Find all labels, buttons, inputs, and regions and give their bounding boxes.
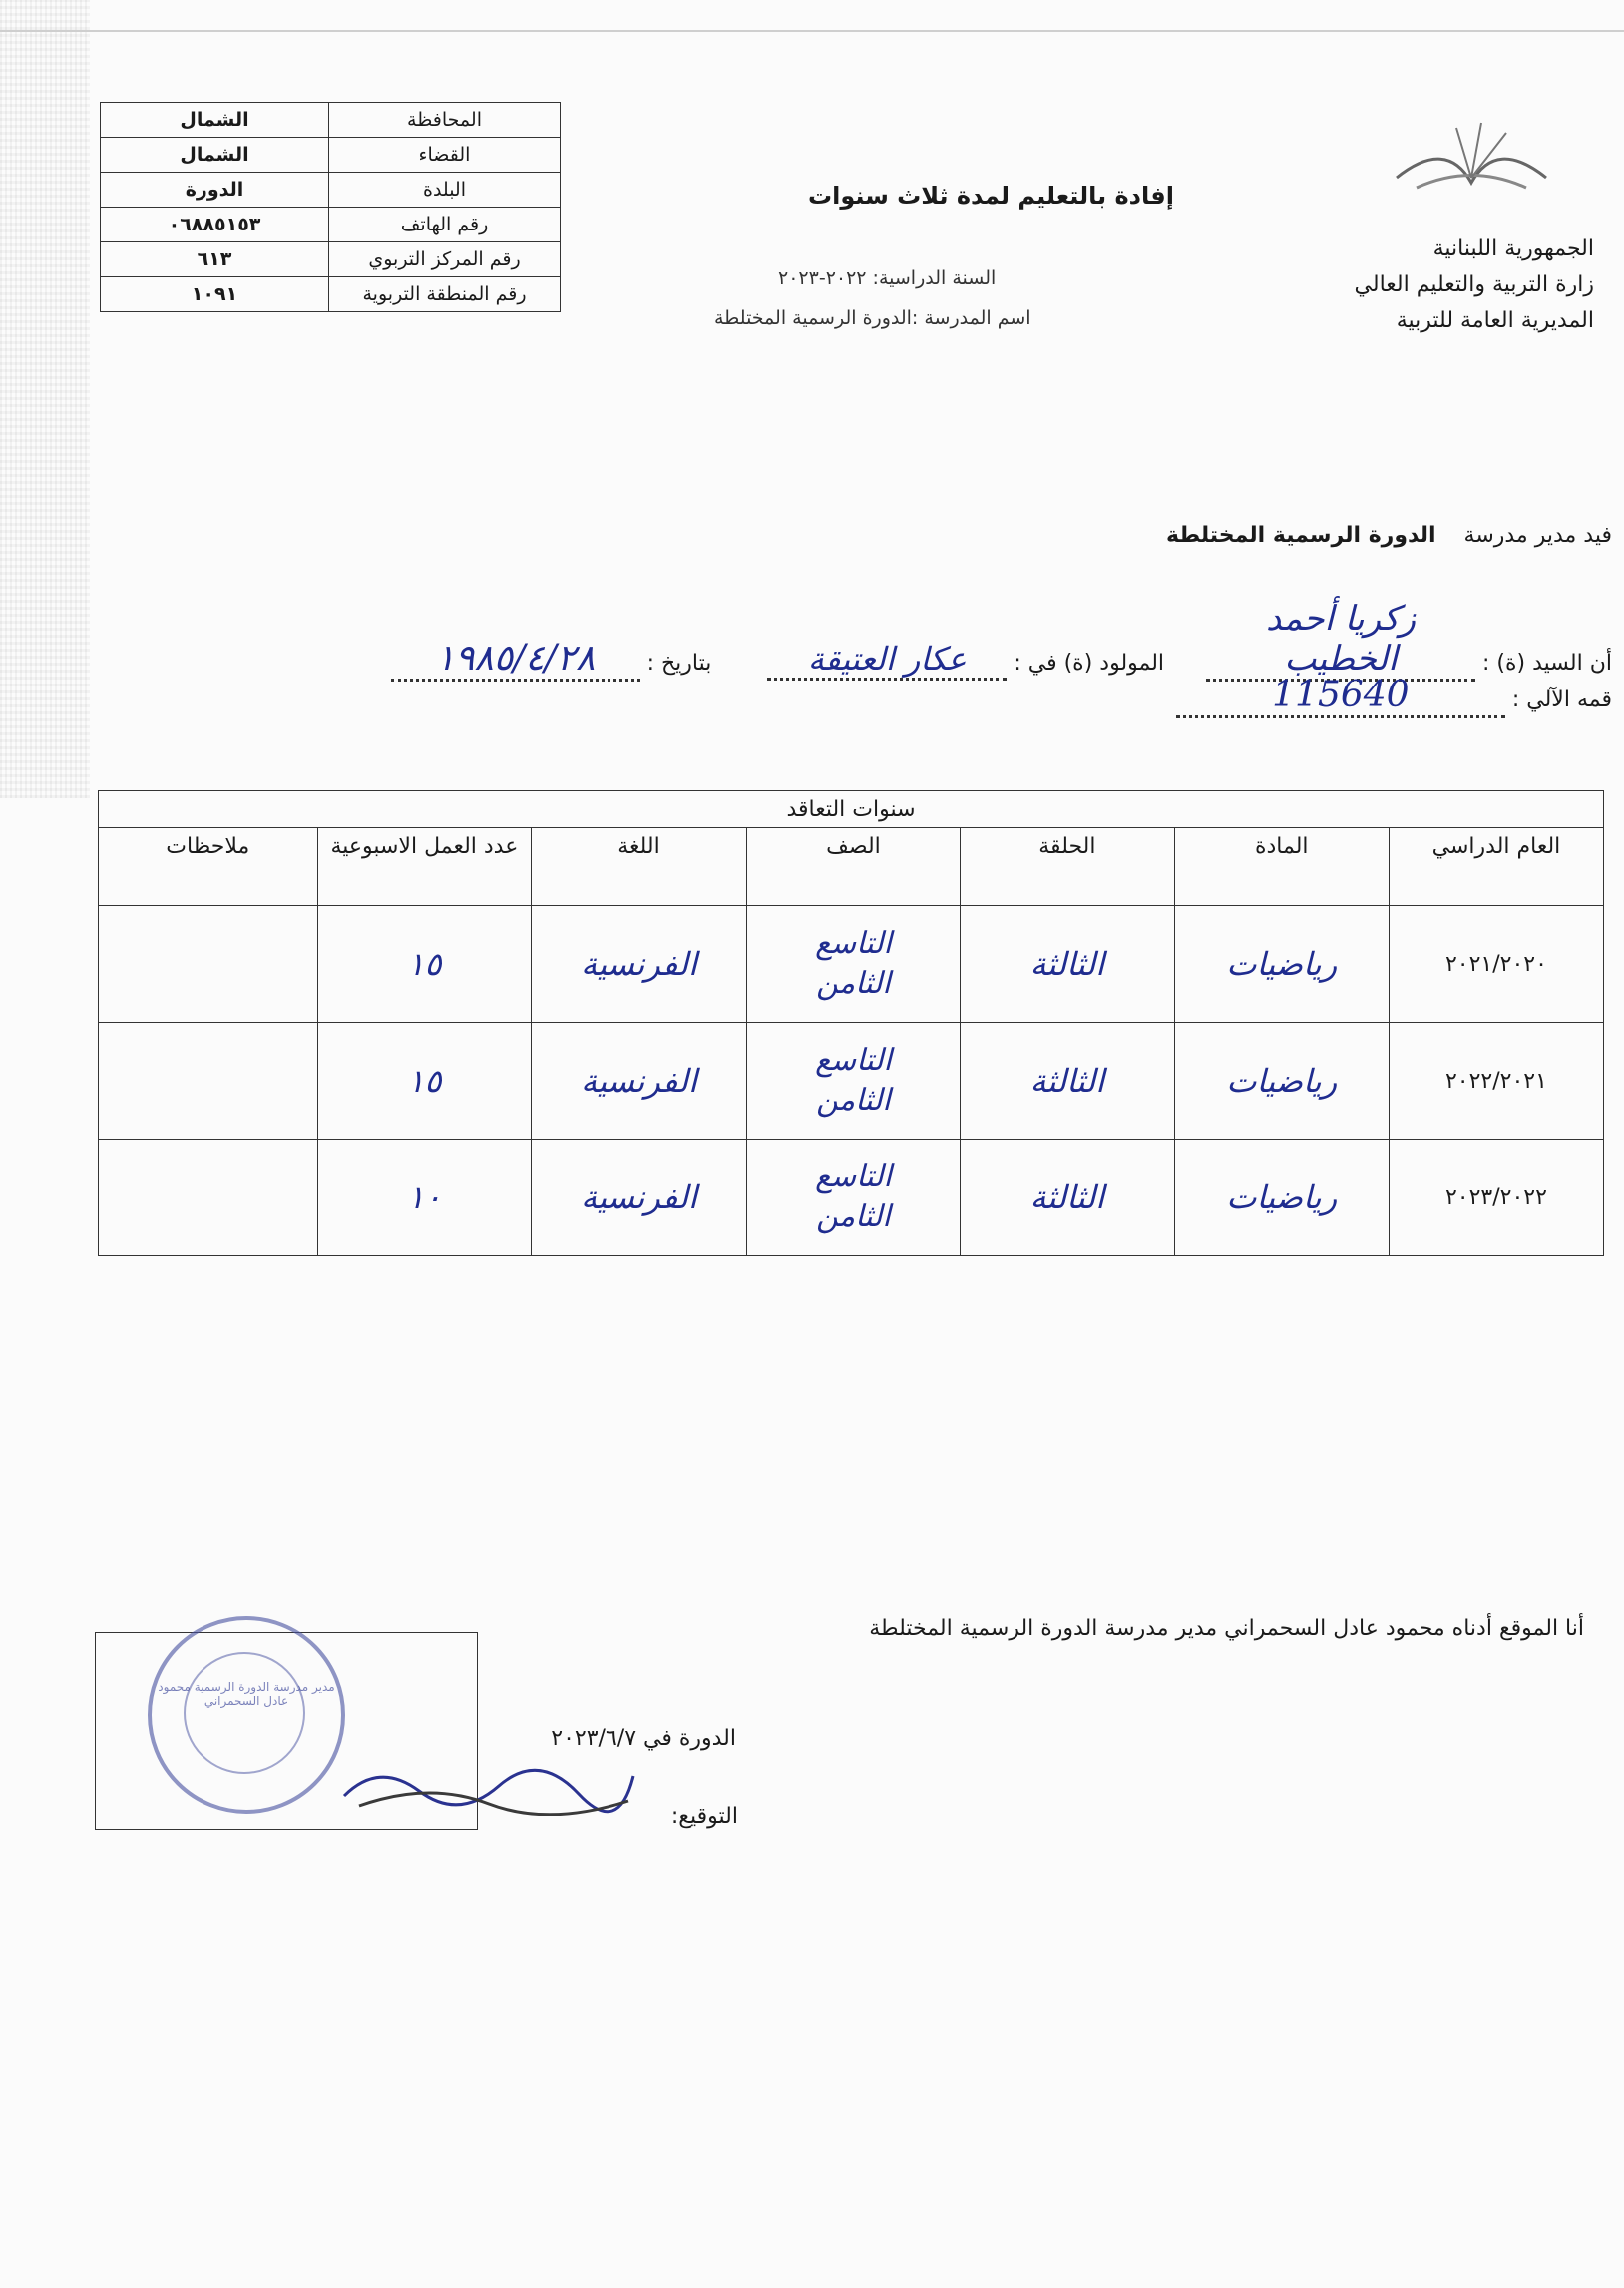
id-value: 115640 bbox=[1176, 675, 1505, 718]
class-primary: التاسع bbox=[815, 1043, 892, 1078]
document-title: إفادة بالتعليم لمدة ثلاث سنوات bbox=[808, 182, 1174, 210]
info-row bbox=[101, 242, 561, 277]
info-value: ٠٦٨٨٥١٥٣ bbox=[101, 208, 329, 242]
cell-class bbox=[746, 906, 960, 1023]
certifier-school: الدورة الرسمية المختلطة bbox=[1166, 523, 1436, 548]
signatory-statement: أنا الموقع أدناه محمود عادل السحمراني مدير مدرسة الدورة الرسمية المختلطة bbox=[869, 1616, 1584, 1641]
info-label: رقم المنطقة التربوية bbox=[329, 277, 561, 312]
header-directorate: المديرية العامة للتربية bbox=[1396, 308, 1594, 333]
cell-subject: رياضيات bbox=[1174, 1140, 1389, 1256]
person-label: أن السيد (ة) : bbox=[1482, 651, 1612, 676]
ministry-logo-icon bbox=[1387, 108, 1556, 198]
certifier-label: فيد مدير مدرسة bbox=[1463, 523, 1612, 548]
cell-language: الفرنسية bbox=[532, 1023, 746, 1140]
cell-weekly-hours: ١٠ bbox=[317, 1140, 532, 1256]
cell-year: ٢٠٢٣/٢٠٢٢ bbox=[1389, 1140, 1603, 1256]
id-line bbox=[1176, 675, 1612, 718]
info-label: البلدة bbox=[329, 173, 561, 208]
class-secondary: الثامن bbox=[816, 1083, 891, 1118]
column-header: الصف bbox=[746, 828, 960, 906]
info-label: القضاء bbox=[329, 138, 561, 173]
info-label: رقم المركز التربوي bbox=[329, 242, 561, 277]
cell-subject: رياضيات bbox=[1174, 906, 1389, 1023]
birthdate-value: ١٩٨٥/٤/٢٨ bbox=[391, 638, 640, 682]
person-name: زكريا أحمد الخطيب bbox=[1206, 599, 1475, 682]
contract-years-table bbox=[98, 790, 1604, 1256]
info-row bbox=[101, 173, 561, 208]
cell-language: الفرنسية bbox=[532, 1140, 746, 1256]
column-header: العام الدراسي bbox=[1389, 828, 1603, 906]
info-label: المحافظة bbox=[329, 103, 561, 138]
column-header: ملاحظات bbox=[99, 828, 318, 906]
info-value: الدورة bbox=[101, 173, 329, 208]
info-value: ١٠٩١ bbox=[101, 277, 329, 312]
class-primary: التاسع bbox=[815, 926, 892, 961]
school-info-table bbox=[100, 102, 561, 312]
table-row bbox=[99, 1140, 1604, 1256]
birthplace-value: عكار العتيقة bbox=[767, 640, 1007, 681]
id-label: قمه الآلي : bbox=[1511, 687, 1612, 712]
cell-cycle: الثالثة bbox=[961, 1023, 1174, 1140]
column-header: المادة bbox=[1174, 828, 1389, 906]
class-secondary: الثامن bbox=[816, 966, 891, 1001]
official-seal-icon bbox=[148, 1616, 345, 1814]
cell-weekly-hours: ١٥ bbox=[317, 1023, 532, 1140]
certifier-line bbox=[1166, 523, 1612, 548]
cell-cycle: الثالثة bbox=[961, 906, 1174, 1023]
school-year: السنة الدراسية: ٢٠٢٢-٢٠٢٣ bbox=[778, 267, 997, 289]
place-date: الدورة في ٢٠٢٣/٦/٧ bbox=[551, 1726, 736, 1751]
scan-grain bbox=[0, 0, 90, 798]
info-value: الشمال bbox=[101, 138, 329, 173]
info-value: ٦١٣ bbox=[101, 242, 329, 277]
scan-top-edge bbox=[0, 30, 1624, 32]
cell-year: ٢٠٢٢/٢٠٢١ bbox=[1389, 1023, 1603, 1140]
table-row bbox=[99, 1023, 1604, 1140]
stamp-text: مدير مدرسة الدورة الرسمية محمود عادل السحمراني bbox=[158, 1680, 335, 1708]
ministry-header bbox=[1355, 231, 1594, 339]
birthplace-label: المولود (ة) في : bbox=[1014, 651, 1165, 676]
info-row bbox=[101, 277, 561, 312]
info-row bbox=[101, 138, 561, 173]
cell-notes bbox=[99, 1140, 318, 1256]
cell-notes bbox=[99, 1023, 318, 1140]
info-value: الشمال bbox=[101, 103, 329, 138]
info-row bbox=[101, 103, 561, 138]
cell-year: ٢٠٢١/٢٠٢٠ bbox=[1389, 906, 1603, 1023]
school-name: اسم المدرسة :الدورة الرسمية المختلطة bbox=[714, 307, 1031, 329]
cell-weekly-hours: ١٥ bbox=[317, 906, 532, 1023]
cell-class bbox=[746, 1023, 960, 1140]
info-label: رقم الهاتف bbox=[329, 208, 561, 242]
info-row bbox=[101, 208, 561, 242]
cell-cycle: الثالثة bbox=[961, 1140, 1174, 1256]
signature-scrawl-icon bbox=[339, 1756, 638, 1816]
cell-subject: رياضيات bbox=[1174, 1023, 1389, 1140]
person-line bbox=[156, 599, 1612, 682]
column-header: عدد العمل الاسبوعية bbox=[317, 828, 532, 906]
column-header: اللغة bbox=[532, 828, 746, 906]
cell-class bbox=[746, 1140, 960, 1256]
class-secondary: الثامن bbox=[816, 1199, 891, 1234]
signature-label: التوقيع: bbox=[670, 1804, 738, 1829]
table-caption: سنوات التعاقد bbox=[99, 791, 1604, 828]
cell-language: الفرنسية bbox=[532, 906, 746, 1023]
table-row bbox=[99, 906, 1604, 1023]
column-header: الحلقة bbox=[961, 828, 1174, 906]
cell-notes bbox=[99, 906, 318, 1023]
class-primary: التاسع bbox=[815, 1159, 892, 1194]
header-ministry: زارة التربية والتعليم العالي bbox=[1354, 272, 1594, 297]
header-country: الجمهورية اللبنانية bbox=[1432, 236, 1594, 261]
birthdate-label: بتاريخ : bbox=[646, 651, 712, 676]
